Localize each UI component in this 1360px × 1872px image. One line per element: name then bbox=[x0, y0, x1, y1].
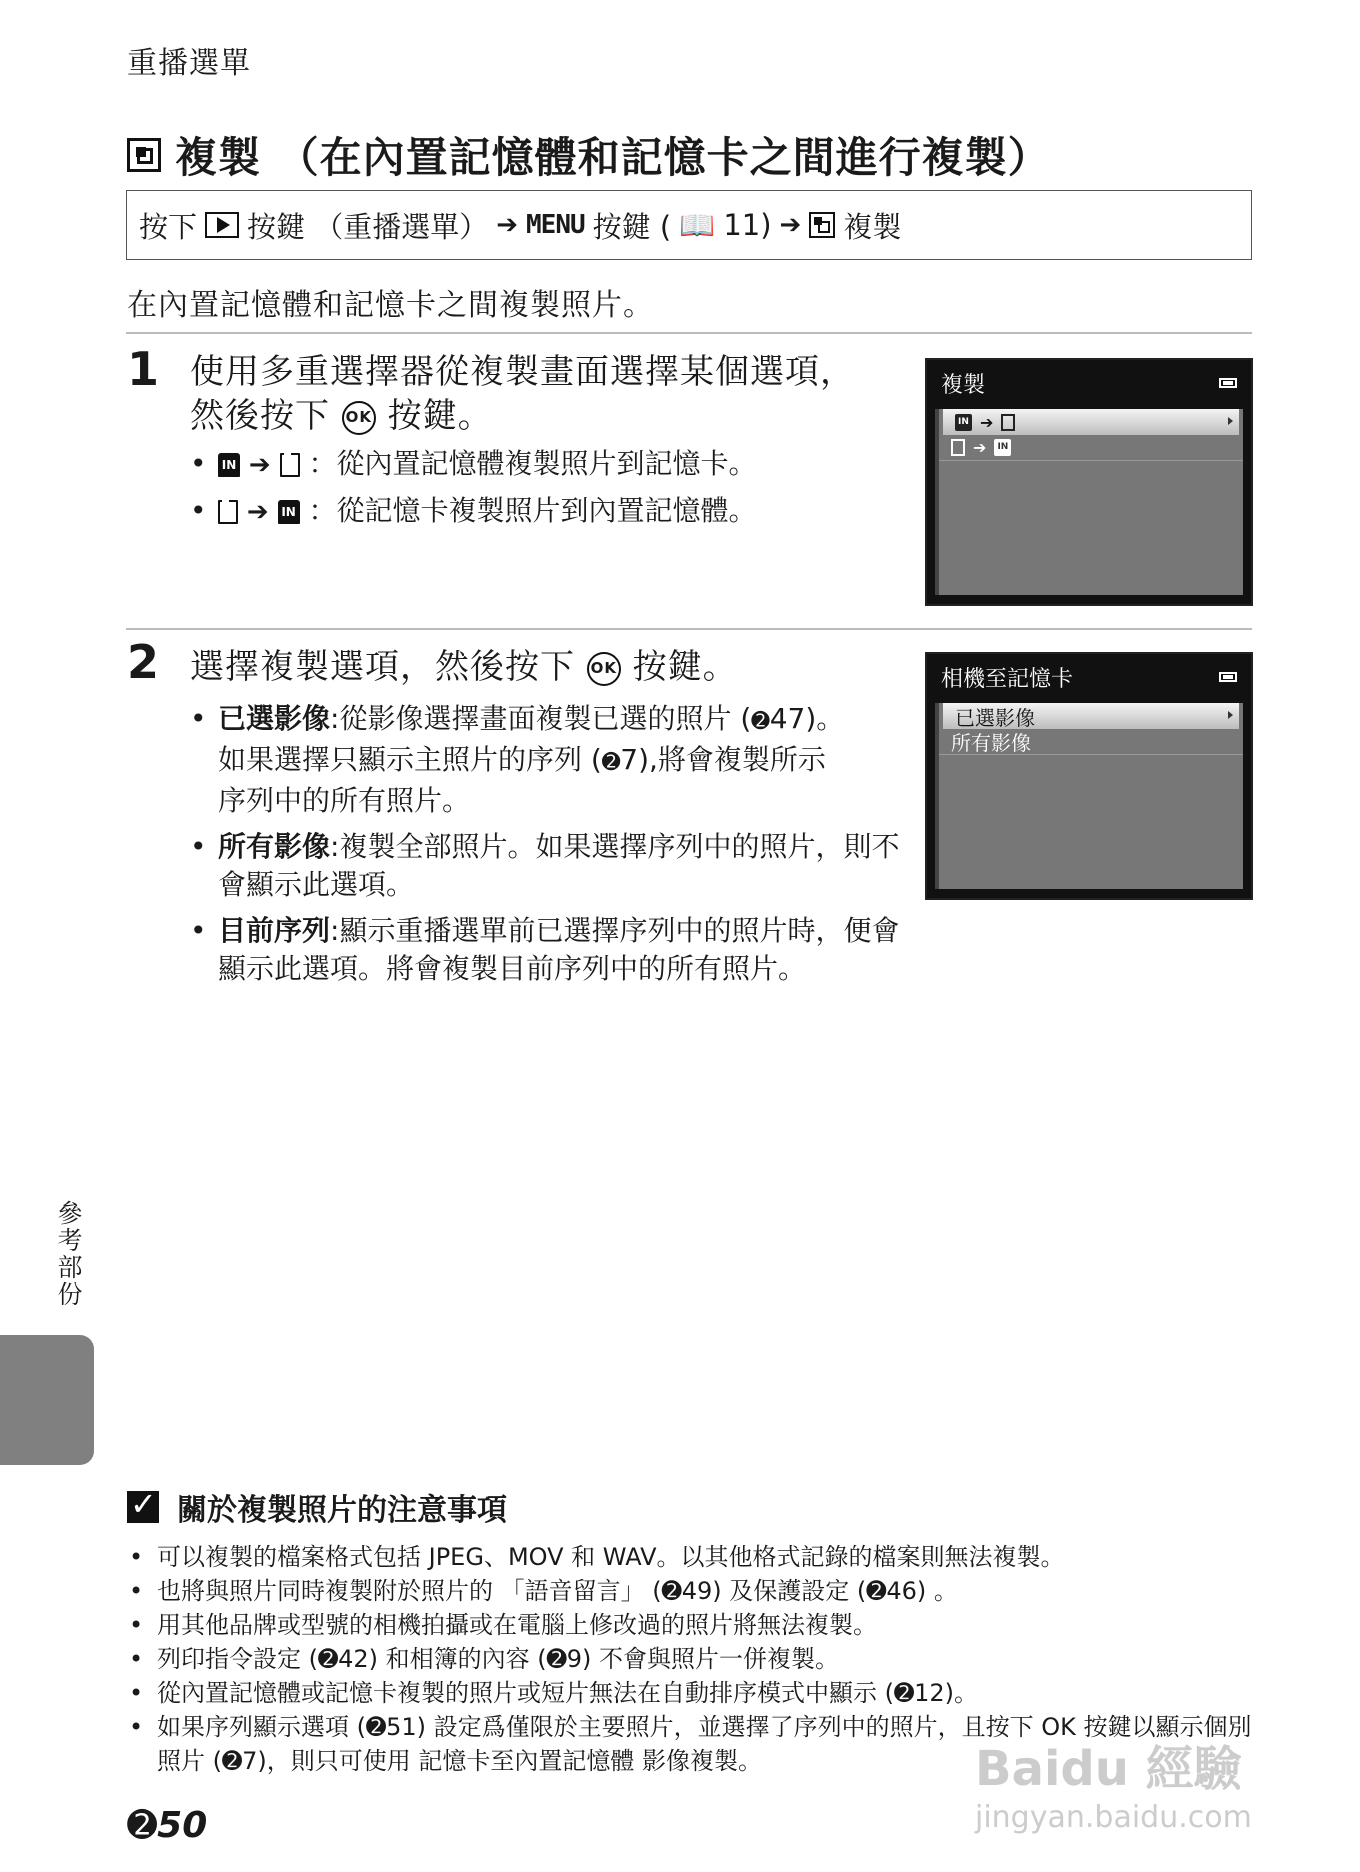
internal-memory-icon: IN bbox=[278, 500, 300, 524]
screen-body bbox=[935, 703, 1243, 889]
step1-text bbox=[190, 350, 855, 438]
bullet-desc: :顯示重播選單前已選擇序列中的照片時，便會顯示此選項。將會複製目前序列中的所有照片。 bbox=[218, 914, 900, 985]
bullet-desc: ：從記憶卡複製照片到內置記憶體。 bbox=[308, 494, 757, 527]
bullet-desc: 如果選擇只顯示主照片的序列 ( bbox=[218, 743, 602, 776]
battery-icon bbox=[1219, 672, 1237, 682]
list-item: • 可以複製的檔案格式包括 JPEG、MOV 和 WAV。以其他格式記錄的檔案則無法複製。 bbox=[127, 1540, 1257, 1574]
bullet-desc: 序列中的所有照片。 bbox=[218, 784, 471, 817]
page-title: 複製 （在內置記憶體和記憶卡之間進行複製） bbox=[175, 133, 1051, 182]
step1-text-a: 使用多重選擇器從複製畫面選擇某個選項， bbox=[190, 352, 855, 392]
internal-memory-icon: IN bbox=[994, 439, 1011, 456]
battery-icon bbox=[1219, 378, 1237, 388]
camera-screen-copy bbox=[925, 358, 1253, 606]
memory-card-icon bbox=[280, 453, 300, 477]
side-label: 參考部份 bbox=[54, 1200, 83, 1308]
bullet-ref: 7),將會複製所示 bbox=[620, 743, 826, 776]
screen-title: 相機至記憶卡 bbox=[941, 666, 1074, 692]
arrow-icon: ➔ bbox=[248, 450, 271, 480]
bullet-term: 已選影像 bbox=[218, 702, 331, 735]
arrow-icon: ➔ bbox=[496, 210, 519, 240]
book-icon: 📖 bbox=[679, 207, 716, 242]
menu-item-all-images[interactable]: 所有影像 bbox=[939, 729, 1243, 755]
menu-label: MENU bbox=[526, 210, 585, 240]
arrow-icon: ➔ bbox=[246, 497, 269, 527]
path-button1: 按鍵 （重播選單） bbox=[247, 209, 489, 244]
memory-card-icon bbox=[218, 500, 238, 524]
note-title: 關於複製照片的注意事項 bbox=[177, 1493, 507, 1528]
list-item: • 如果序列顯示選項 (➋51) 設定爲僅限於主要照片，並選擇了序列中的照片，且按下 OK 按鍵以顯示個別照片 (➋7)，則只可使用 記憶卡至內置記憶體 影像複製。 bbox=[127, 1710, 1257, 1778]
screen-header bbox=[927, 654, 1251, 700]
list-item: • 列印指令設定 (➋42) 和相簿的內容 (➋9) 不會與照片一併複製。 bbox=[127, 1642, 1257, 1676]
watermark-url: jingyan.baidu.com bbox=[975, 1800, 1252, 1835]
step2-text bbox=[190, 645, 738, 689]
memory-card-icon bbox=[1001, 414, 1015, 431]
ok-button-icon: OK bbox=[587, 652, 621, 686]
list-item: • 用其他品牌或型號的相機拍攝或在電腦上修改過的照片將無法複製。 bbox=[127, 1608, 1257, 1642]
list-item bbox=[190, 445, 910, 484]
screen-title: 複製 bbox=[941, 372, 986, 398]
check-icon bbox=[127, 1491, 159, 1523]
screen-header bbox=[927, 360, 1251, 406]
step2-bullets bbox=[190, 700, 910, 996]
list-item: • 也將與照片同時複製附於照片的 「語音留言」 (➋49) 及保護設定 (➋46) 。 bbox=[127, 1574, 1257, 1608]
bullet-desc: :從影像選擇畫面複製已選的照片 ( bbox=[330, 702, 752, 735]
step-number: 2 bbox=[127, 635, 160, 689]
playback-icon bbox=[205, 212, 239, 238]
arrow-icon: ➔ bbox=[973, 438, 987, 457]
list-item bbox=[190, 828, 910, 904]
camera-screen-card bbox=[925, 652, 1253, 900]
reference-icon: ➋ bbox=[601, 750, 621, 775]
step1-bullets bbox=[190, 445, 910, 539]
menu-item-in-to-card[interactable] bbox=[943, 409, 1239, 435]
section-tab bbox=[0, 1335, 94, 1465]
menu-item-card-to-in[interactable] bbox=[939, 435, 1243, 461]
intro-text: 在內置記憶體和記憶卡之間複製照片。 bbox=[127, 288, 654, 323]
bullet-term: 目前序列 bbox=[218, 914, 331, 947]
arrow-icon: ➔ bbox=[980, 412, 994, 432]
copy-icon bbox=[127, 138, 161, 172]
divider bbox=[126, 628, 1252, 630]
ok-button-icon: OK bbox=[342, 401, 376, 435]
arrow-icon: ➔ bbox=[779, 210, 802, 240]
bullet-desc: :複製全部照片。如果選擇序列中的照片，則不會顯示此選項。 bbox=[218, 830, 900, 901]
menu-item-selected-images[interactable]: 已選影像 bbox=[943, 703, 1239, 729]
path-button2: 按鍵 ( bbox=[592, 209, 672, 244]
bullet-desc: ：從內置記憶體複製照片到記憶卡。 bbox=[308, 447, 757, 480]
bullet-term: 所有影像 bbox=[218, 830, 331, 863]
screen-body bbox=[935, 409, 1243, 595]
page-number: ➋50 bbox=[127, 1805, 208, 1846]
internal-memory-icon: IN bbox=[218, 453, 240, 477]
watermark: Baidu 經驗 bbox=[975, 1741, 1242, 1797]
reference-icon: ➋ bbox=[751, 709, 770, 734]
note-header bbox=[127, 1485, 507, 1529]
section-header: 重播選單 bbox=[127, 46, 251, 81]
bullet-ref: 47)。 bbox=[769, 702, 845, 735]
path-ref: 11) bbox=[723, 208, 772, 242]
divider bbox=[126, 332, 1252, 334]
step2-text-b: 按鍵。 bbox=[632, 647, 738, 687]
path-item: 複製 bbox=[843, 209, 902, 244]
internal-memory-icon: IN bbox=[955, 414, 972, 431]
step2-text-a: 選擇複製選項，然後按下 bbox=[190, 647, 575, 687]
menu-path-box bbox=[126, 190, 1252, 260]
copy-icon bbox=[809, 212, 835, 238]
step1-text-c: 按鍵。 bbox=[387, 396, 493, 436]
list-item bbox=[190, 492, 910, 531]
page-title-row bbox=[127, 125, 1051, 185]
list-item bbox=[190, 912, 910, 988]
memory-card-icon bbox=[951, 439, 965, 456]
path-press: 按下 bbox=[139, 209, 198, 244]
step1-text-b: 然後按下 bbox=[190, 396, 330, 436]
step-number: 1 bbox=[127, 342, 160, 396]
list-item bbox=[190, 700, 910, 820]
list-item: • 從內置記憶體或記憶卡複製的照片或短片無法在自動排序模式中顯示 (➋12)。 bbox=[127, 1676, 1257, 1710]
